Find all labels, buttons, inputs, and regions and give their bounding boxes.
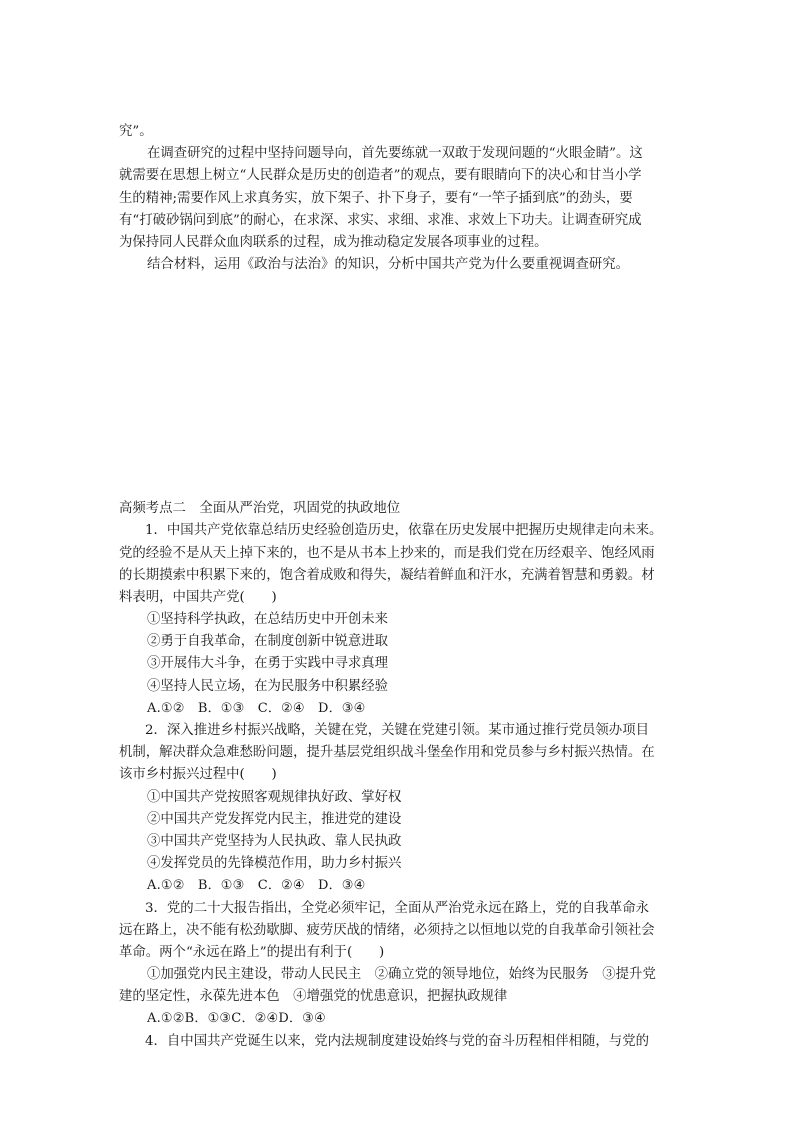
question-1-line: 料表明，中国共产党( ) [119, 589, 277, 605]
question-1-option: ③开展伟大斗争，在勇于实践中寻求真理 [147, 656, 389, 672]
question-3-line: 3．党的二十大报告指出，全党必须牢记，全面从严治党永远在路上，党的自我革命永 [145, 900, 649, 916]
question-2-line: 机制，解决群众急难愁盼问题，提升基层党组织战斗堡垒作用和党员参与乡村振兴热情。在 [119, 745, 655, 761]
question-3-option: 建的坚定性，永葆先进本色 ④增强党的忧患意识，把握执政规律 [119, 989, 508, 1005]
question-1-option: ②勇于自我革命，在制度创新中锐意进取 [147, 634, 389, 650]
question-2-option: ③中国共产党坚持为人民执政、靠人民执政 [147, 833, 402, 849]
question-1-option: ④坚持人民立场，在为民服务中积累经验 [147, 678, 389, 694]
question-2-line: 该市乡村振兴过程中( ) [119, 767, 277, 783]
question-3-option: ①加强党内民主建设，带动人民民主 ②确立党的领导地位，始终为民服务 ③提升党 [147, 967, 656, 983]
question-2-option: ④发挥党员的先锋模范作用，助力乡村振兴 [147, 856, 402, 872]
question-3-answers: A.①②B．①③C．②④D．③④ [147, 1011, 326, 1027]
paragraph-line: 在调查研究的过程中坚持问题导向，首先要练就一双敢于发现问题的“火眼金睛”。这 [147, 146, 643, 162]
question-3-line: 远在路上，决不能有松劲歇脚、疲劳厌战的情绪，必须持之以恒地以党的自我革命引领社会 [119, 922, 655, 938]
question-1-option: ①坚持科学执政，在总结历史中开创未来 [147, 612, 389, 628]
question-2-line: 2．深入推进乡村振兴战略，关键在党，关键在党建引领。某市通过推行党员领办项目 [145, 723, 649, 738]
section-title: 高频考点二 全面从严治党，巩固党的执政地位 [119, 501, 401, 517]
paragraph-line: 为保持同人民群众血肉联系的过程，成为推动稳定发展各项事业的过程。 [119, 234, 548, 250]
question-4-line: 4．自中国共产党诞生以来，党内法规制度建设始终与党的奋斗历程相伴相随，与党的 [145, 1033, 649, 1049]
paragraph-line: 生的精神;需要作风上求真务实，放下架子、扑下身子，要有“一竿子插到底”的劲头，要 [119, 190, 633, 206]
question-1-line: 的长期摸索中积累下来的，饱含着成败和得失，凝结着鲜血和汗水，充满着智慧和勇毅。材 [119, 567, 655, 583]
question-3-line: 革命。两个“永远在路上”的提出有利于( ) [119, 944, 385, 960]
paragraph-line: 究”。 [119, 124, 153, 139]
paragraph-line: 有“打破砂锅问到底”的耐心，在求深、求实、求细、求准、求效上下功夫。让调查研究成 [119, 212, 642, 228]
paragraph-line: 就需要在思想上树立“人民群众是历史的创造者”的观点，要有眼睛向下的决心和甘当小学 [119, 168, 642, 184]
question-1-line: 党的经验不是从天上掉下来的，也不是从书本上抄来的，而是我们党在历经艰辛、饱经风雨 [119, 545, 655, 561]
document-page [119, 121, 679, 1053]
question-prompt: 结合材料，运用《政治与法治》的知识，分析中国共产党为什么要重视调查研究。 [147, 257, 630, 273]
question-1-answers: A.①② B．①③ C．②④ D．③④ [147, 700, 366, 716]
answer-space [119, 276, 679, 498]
question-2-answers: A.①② B．①③ C．②④ D．③④ [147, 878, 366, 894]
question-2-option: ②中国共产党发挥党内民主，推进党的建设 [147, 811, 402, 827]
question-2-option: ①中国共产党按照客观规律执好政、掌好权 [147, 789, 402, 805]
question-1-line: 1．中国共产党依靠总结历史经验创造历史，依靠在历史发展中把握历史规律走向未来。 [145, 523, 663, 539]
